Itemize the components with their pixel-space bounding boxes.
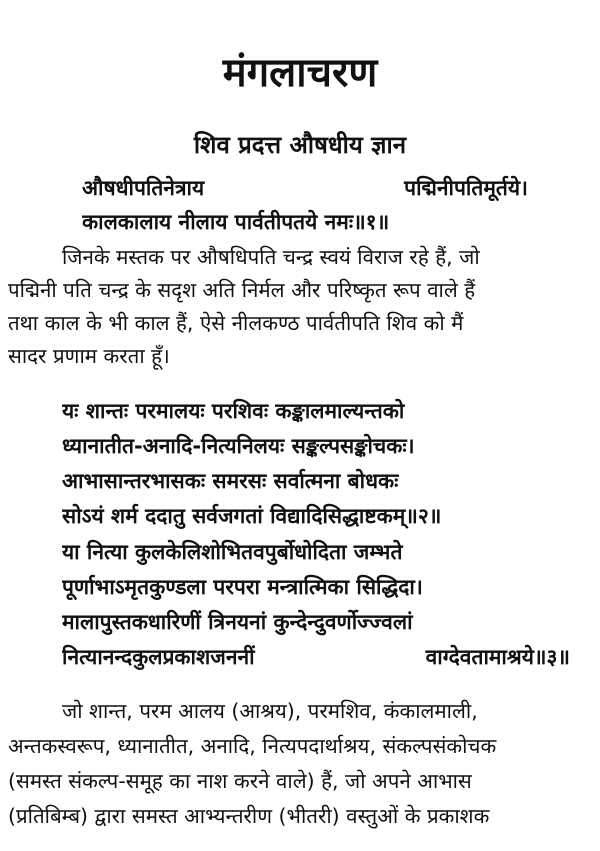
verse1-line1-left: औषधीपतिनेत्राय	[82, 176, 205, 200]
verse3-line: या नित्या कुलकेलिशोभितवपुर्बोधोदिता जम्भते	[62, 540, 403, 564]
meaning1-line: तथा काल के भी काल हैं, ऐसे नीलकण्ठ पार्वतीपति शिव को मैं	[8, 311, 464, 335]
meaning1-line: सादर प्रणाम करता हूँ।	[8, 344, 170, 368]
verse1-line2: कालकालाय नीलाय पार्वतीपतये नमः॥१॥	[82, 210, 390, 234]
meaning1-line: जिनके मस्तक पर औषधिपति चन्द्र स्वयं विराज रहे हैं, जो	[62, 245, 480, 269]
meaning2-line: जो शान्त, परम आलय (आश्रय), परमशिव, कंकालमाली,	[62, 699, 478, 723]
section-subtitle: शिव प्रदत्त औषधीय ज्ञान	[193, 131, 407, 159]
verse2-line: आभासान्तरभासकः समरसः सर्वात्मना बोधकः	[62, 469, 399, 493]
verse3-last-right: वाग्देवतामाश्रये॥३॥	[425, 645, 570, 669]
verse2-line: सोऽयं शर्म ददातु सर्वजगतां विद्यादिसिद्धाष्टकम्॥२॥	[62, 504, 442, 528]
verse2-line: ध्यानातीत-अनादि-नित्यनिलयः सङ्कल्पसङ्कोचकः।	[62, 434, 415, 458]
verse3-last-line	[62, 641, 570, 673]
verse2-line: यः शान्तः परमालयः परशिवः कङ्कालमाल्यन्तको	[62, 399, 405, 423]
meaning1-line: पद्मिनी पति चन्द्र के सदृश अति निर्मल और परिष्कृत रूप वाले हैं	[8, 278, 476, 302]
verse1-line1	[0, 172, 600, 204]
verse3-line: मालापुस्तकधारिणीं त्रिनयनां कुन्देन्दुवर्णोज्ज्वलां	[62, 610, 413, 634]
verse1-line1-right: पद्मिनीपतिमूर्तये।	[404, 176, 528, 200]
verse3-line: पूर्णाभाऽमृतकुण्डला परपरा मन्त्रात्मिका सिद्धिदा।	[62, 575, 423, 599]
page-title: मंगलाचरण	[222, 50, 378, 96]
verse3-last-left: नित्यानन्दकुलप्रकाशजननीं	[62, 645, 255, 669]
meaning2-line: (प्रतिबिम्ब) द्वारा समस्त आभ्यन्तरीण (भीतरी) वस्तुओं के प्रकाशक	[8, 804, 490, 828]
meaning2-line: (समस्त संकल्प-समूह का नाश करने वाले) हैं, जो अपने आभास	[8, 769, 472, 793]
meaning2-line: अन्तकस्वरूप, ध्यानातीत, अनादि, नित्यपदार्थाश्रय, संकल्पसंकोचक	[8, 734, 497, 758]
